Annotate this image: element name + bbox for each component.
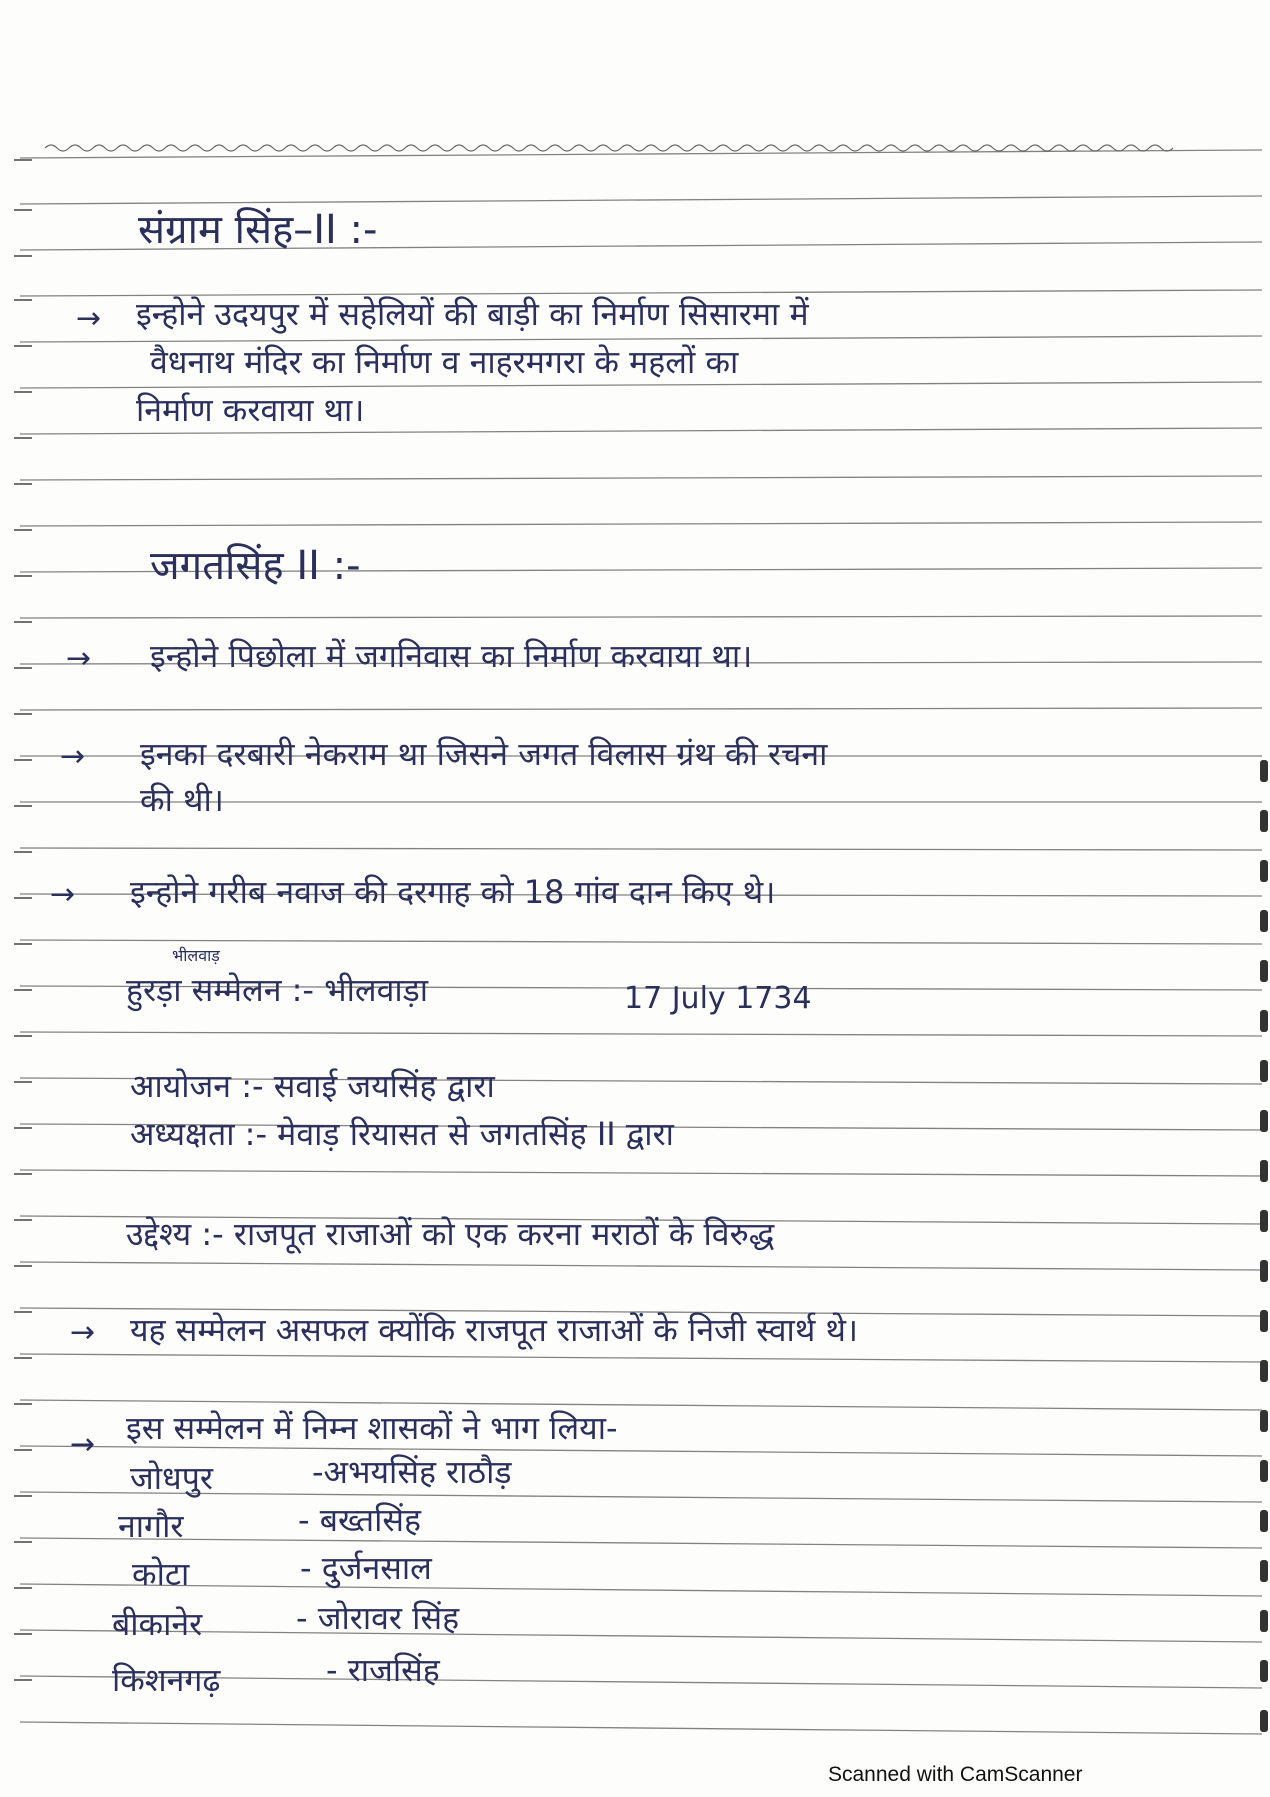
jagat-bullet-1: इन्होने पिछोला में जगनिवास का निर्माण करवाया था।: [150, 637, 753, 675]
sangram-line-3: निर्माण करवाया था।: [136, 391, 365, 429]
camscanner-watermark: Scanned with CamScanner: [828, 1763, 1083, 1786]
heading-sangram-singh: संग्राम सिंह–II :-: [138, 207, 378, 253]
sangram-line-2: वैधनाथ मंदिर का निर्माण व नाहरमगरा के महलों का: [150, 343, 739, 381]
participant-ruler: - जोरावर सिंह: [296, 1599, 460, 1637]
participant-ruler: - राजसिंह: [326, 1651, 440, 1689]
binding-holes: [1252, 0, 1270, 1797]
jagat-bullet-3: इन्होने गरीब नवाज की दरगाह को 18 गांव दान किए थे।: [130, 873, 776, 911]
participant-state: किशनगढ़: [112, 1661, 221, 1699]
jagat-bullet-2-line-2: की थी।: [140, 781, 224, 819]
arrow-bullet-icon: →: [76, 301, 102, 336]
hurda-participants-bullet: इस सम्मेलन में निम्न शासकों ने भाग लिया-: [126, 1409, 618, 1447]
header-wave-border: [0, 0, 1270, 200]
jagat-bullet-2-line-1: इनका दरबारी नेकराम था जिसने जगत विलास ग्रंथ की रचना: [140, 735, 828, 773]
arrow-bullet-icon: →: [70, 1427, 96, 1462]
hurda-aayojan: आयोजन :- सवाई जयसिंह द्वारा: [130, 1067, 495, 1105]
hurda-adhyakshata: अध्यक्षता :- मेवाड़ रियासत से जगतसिंह II द्वारा: [130, 1115, 674, 1153]
arrow-bullet-icon: →: [50, 877, 76, 912]
participant-state: कोटा: [132, 1555, 190, 1593]
hurda-note-above: भीलवाड़: [172, 946, 220, 965]
sangram-line-1: इन्होने उदयपुर में सहेलियों की बाड़ी का निर्माण सिसारमा में: [136, 295, 809, 333]
heading-jagat-singh: जगतसिंह II :-: [150, 543, 361, 589]
hurda-title: हुरड़ा सम्मेलन :- भीलवाड़ा: [126, 971, 429, 1009]
participant-ruler: -अभयसिंह राठौड़: [312, 1453, 512, 1491]
participant-ruler: - दुर्जनसाल: [300, 1549, 432, 1587]
hurda-fail-bullet: यह सम्मेलन असफल क्योंकि राजपूत राजाओं के निजी स्वार्थ थे।: [130, 1311, 859, 1349]
participant-state: जोधपुर: [130, 1459, 213, 1497]
hurda-uddeshya: उद्देश्य :- राजपूत राजाओं को एक करना मराठों के विरुद्ध: [126, 1215, 775, 1253]
arrow-bullet-icon: →: [70, 1315, 96, 1350]
participant-state: नागौर: [118, 1507, 184, 1545]
arrow-bullet-icon: →: [66, 641, 92, 676]
participant-ruler: - बख्तसिंह: [298, 1501, 422, 1539]
arrow-bullet-icon: →: [60, 739, 86, 774]
hurda-date: 17 July 1734: [624, 981, 812, 1016]
participant-state: बीकानेर: [112, 1605, 203, 1643]
